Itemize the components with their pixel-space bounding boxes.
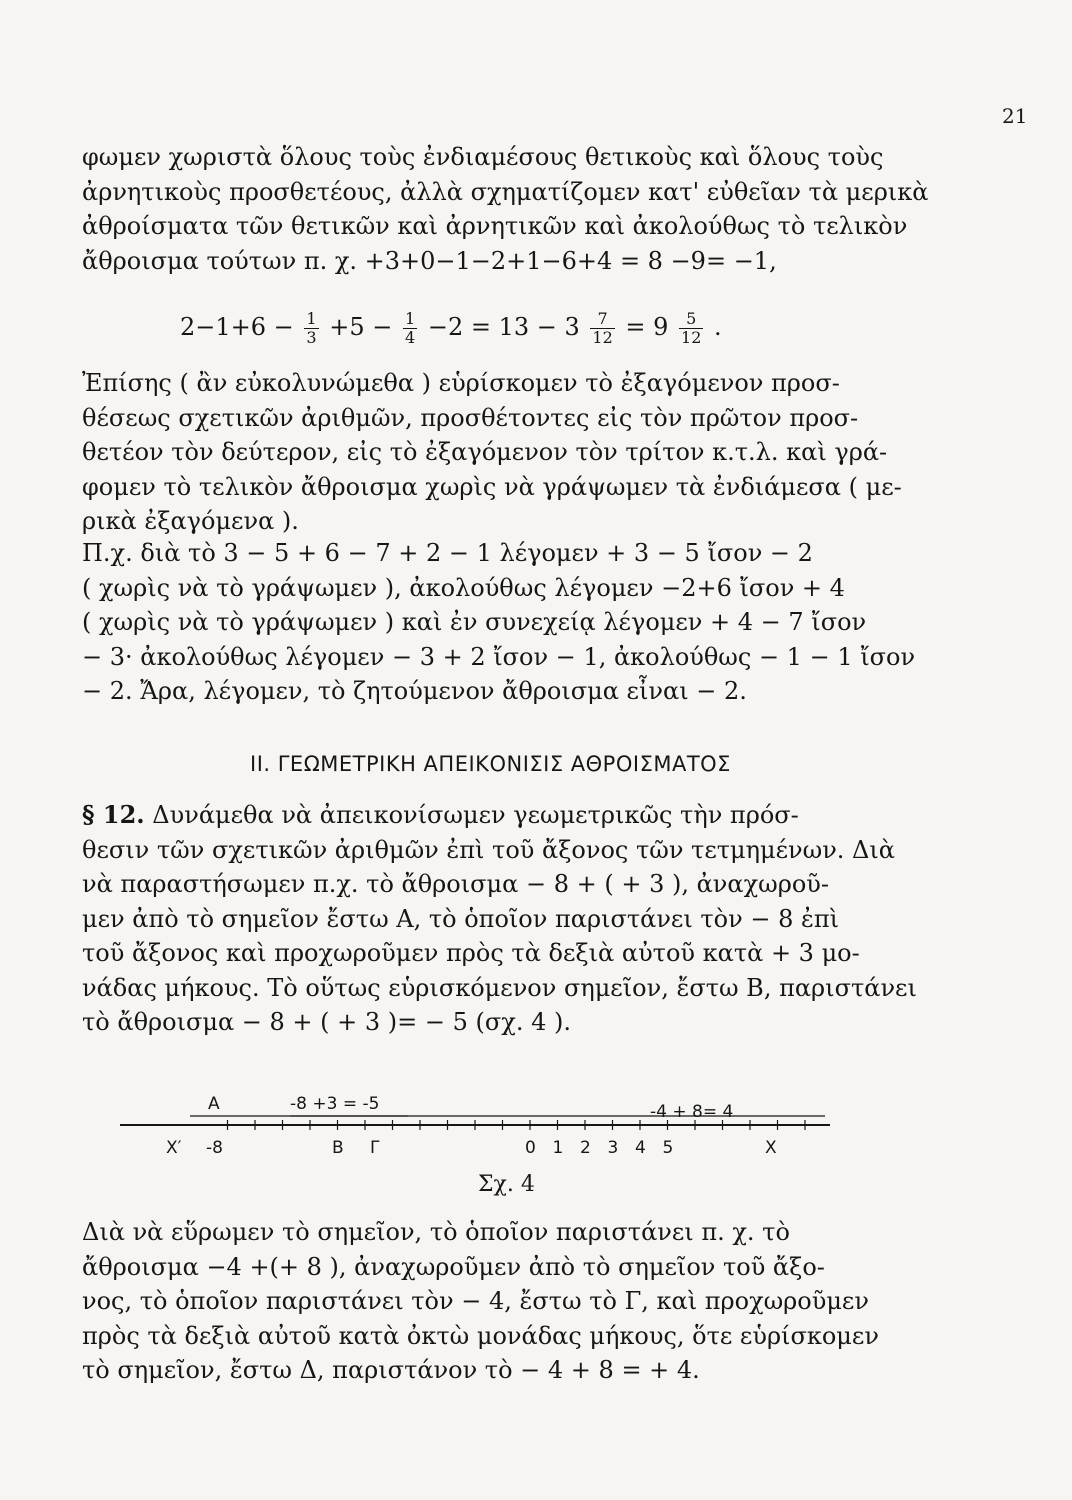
fraction [679, 310, 703, 347]
tick-label-minus8: -8 [206, 1138, 223, 1158]
numerator: 7 [590, 310, 614, 329]
denominator: 4 [405, 328, 416, 347]
eq-text: . [714, 313, 722, 341]
label-x-prime: X′ [166, 1138, 182, 1158]
text-line: τοῦ ἄξονος καὶ προχωροῦμεν πρὸς τὰ δεξιὰ αὐτοῦ κατὰ + 3 μο- [82, 939, 860, 967]
label-gamma: Γ [370, 1138, 380, 1158]
text-line: τὸ ἄθροισμα − 8 + ( + 3 )= − 5 (σχ. 4 ). [82, 1008, 571, 1036]
text-line: φομεν τὸ τελικὸν ἄθροισμα χωρὶς νὰ γράψωμεν τὰ ἐνδιάμεσα ( με- [82, 472, 902, 501]
numerator: 1 [306, 309, 317, 328]
text-line: ἄθροισμα τούτων π. χ. +3+0−1−2+1−6+4 = 8 −9= −1, [82, 246, 777, 275]
paragraph-shortcut [82, 366, 910, 539]
tick-label: 4 [635, 1138, 646, 1158]
text-line: − 3· ἀκολούθως λέγομεν − 3 + 2 ἴσον − 1, ἀκολούθως − 1 − 1 ἴσον [82, 642, 916, 671]
fraction [403, 310, 417, 347]
tick-label: 0 [525, 1138, 536, 1158]
annotation-sum-left: -8 +3 = -5 [290, 1094, 380, 1114]
page-number: 21 [1002, 104, 1028, 128]
tick-label: 5 [662, 1138, 674, 1158]
eq-text: −2 = 13 − 3 [427, 313, 580, 341]
label-a: A [208, 1094, 220, 1114]
text-line: θεσιν τῶν σχετικῶν ἀριθμῶν ἐπὶ τοῦ ἄξονος τῶν τετμημένων. Διὰ [82, 835, 895, 864]
text-line: ἀρνητικοὺς προσθετέους, ἀλλὰ σχηματίζομεν κατ' εὐθεῖαν τὰ μερικὰ [82, 177, 929, 206]
text-line: Διὰ νὰ εὕρωμεν τὸ σημεῖον, τὸ ὁποῖον παριστάνει π. χ. τὸ [82, 1218, 790, 1246]
section-mark: § 12. [82, 800, 145, 829]
text-line: ( χωρὶς νὰ τὸ γράψωμεν ) καὶ ἐν συνεχείᾳ λέγομεν + 4 − 7 ἴσον [82, 608, 867, 636]
denominator: 12 [681, 328, 702, 347]
denominator: 3 [306, 328, 317, 347]
eq-text: 2−1+6 − [180, 313, 294, 341]
text-line: μεν ἀπὸ τὸ σημεῖον ἔστω Α, τὸ ὁποῖον παριστάνει τὸν − 8 ἐπὶ [82, 904, 840, 933]
text-line: θέσεως σχετικῶν ἀριθμῶν, προσθέτοντες εἰς τὸν πρῶτον προσ- [82, 403, 859, 432]
text-line: θετέον τὸν δεύτερον, εἰς τὸ ἐξαγόμενον τὸν τρίτον κ.τ.λ. καὶ γρά- [82, 438, 888, 466]
text-line: ( χωρὶς νὰ τὸ γράψωμεν ), ἀκολούθως λέγομεν −2+6 ἴσον + 4 [82, 573, 845, 602]
numerator: 5 [679, 310, 703, 329]
label-b: B [332, 1138, 344, 1158]
eq-text: +5 − [329, 313, 393, 341]
annotation-sum-right: -4 + 8= 4 [650, 1102, 734, 1122]
paragraph-partial-sums [82, 140, 929, 278]
denominator: 12 [592, 328, 613, 347]
text-line: νος, τὸ ὁποῖον παριστάνει τὸν − 4, ἔστω τὸ Γ, καὶ προχωροῦμεν [82, 1287, 869, 1315]
tick-label: 3 [607, 1138, 619, 1158]
section-heading: II. ΓΕΩΜΕΤΡΙΚΗ ΑΠΕΙΚΟΝΙΣΙΣ ΑΘΡΟΙΣΜΑΤΟΣ [250, 752, 731, 776]
text-line: Π.χ. διὰ τὸ 3 − 5 + 6 − 7 + 2 − 1 λέγομεν + 3 − 5 ἴσον − 2 [82, 539, 813, 567]
paragraph-final-example [82, 1215, 910, 1388]
text-line: τὸ σημεῖον, ἔστω Δ, παριστάνον τὸ − 4 + 8 = + 4. [82, 1356, 700, 1384]
text-line: νὰ παραστήσωμεν π.χ. τὸ ἄθροισμα − 8 + ( + 3 ), ἀναχωροῦ- [82, 870, 829, 898]
text-line: − 2. Ἄρα, λέγομεν, τὸ ζητούμενον ἄθροισμα εἶναι − 2. [82, 677, 747, 705]
text-line: ρικὰ ἐξαγόμενα ). [82, 507, 299, 535]
fraction-equation [180, 310, 722, 347]
number-line-svg [110, 1085, 840, 1165]
text-line: πρὸς τὰ δεξιὰ αὐτοῦ κατὰ ὀκτὼ μονάδας μήκους, ὅτε εὑρίσκομεν [82, 1321, 879, 1350]
text-line: φωμεν χωριστὰ ὅλους τοὺς ἐνδιαμέσους θετικοὺς καὶ ὅλους τοὺς [82, 143, 884, 171]
text-line [82, 798, 910, 833]
text-line-rest: Δυνάμεθα νὰ ἀπεικονίσωμεν γεωμετρικῶς τὴν πρόσ- [144, 801, 799, 829]
number-line-figure [110, 1085, 840, 1165]
paragraph-section-12 [82, 798, 917, 1040]
eq-text: = 9 [625, 313, 669, 341]
fraction [304, 310, 318, 347]
text-line: Ἐπίσης ( ἂν εὐκολυνώμεθα ) εὑρίσκομεν τὸ ἐξαγόμενον προσ- [82, 369, 840, 397]
text-line: ἄθροισμα −4 +(+ 8 ), ἀναχωροῦμεν ἀπὸ τὸ σημεῖον τοῦ ἄξο- [82, 1252, 825, 1281]
tick-label: 2 [580, 1138, 591, 1158]
fraction [590, 310, 614, 347]
paragraph-example [82, 536, 916, 709]
numerator: 1 [405, 309, 416, 328]
tick-labels [525, 1138, 673, 1158]
tick-label: 1 [552, 1138, 564, 1158]
label-x: X [765, 1138, 777, 1158]
text-line: νάδας μήκους. Τὸ οὕτως εὑρισκόμενον σημεῖον, ἔστω Β, παριστάνει [82, 973, 917, 1002]
figure-caption: Σχ. 4 [478, 1172, 535, 1197]
text-line: ἀθροίσματα τῶν θετικῶν καὶ ἀρνητικῶν καὶ ἀκολούθως τὸ τελικὸν [82, 212, 908, 240]
